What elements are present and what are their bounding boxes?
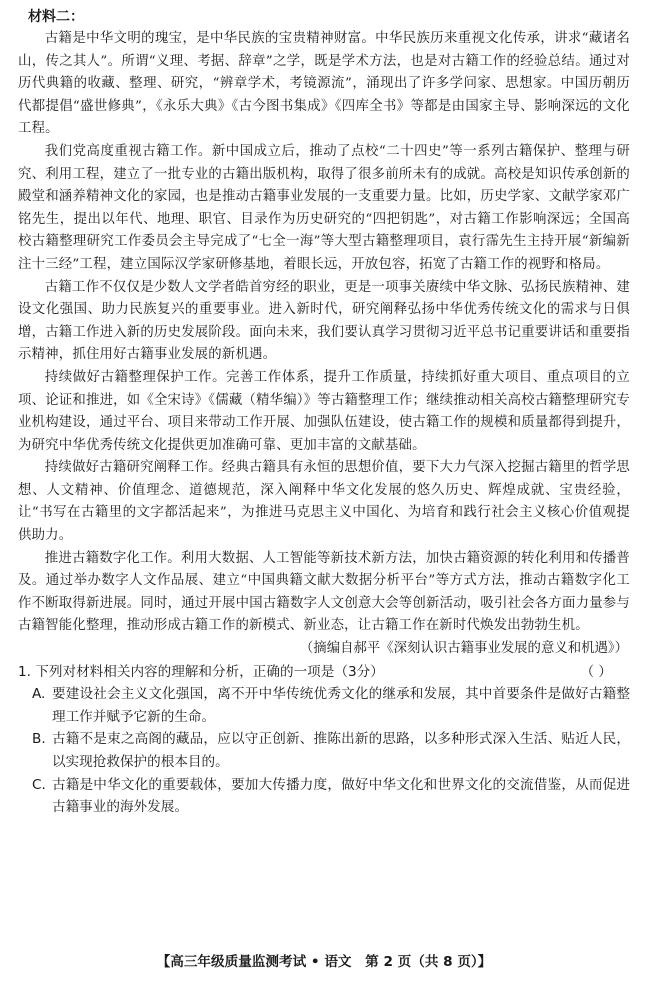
paragraph: 古籍是中华文明的瑰宝，是中华民族的宝贵精神财富。中华民族历来重视文化传承，讲求“藏诸名山，传之其人”。所谓“义理、考据、辞章”之学，既是学术方法，也是对古籍工作的经验总结。通过对历代典籍的收藏、整理、研究，“辨章学术，考镜源流”，涌现出了许多学问家、思想家。中国历朝历代都提倡“盛世修典”，《永乐大典》《古今图书集成》《四库全书》等都是由国家主导、影响深远的文化工程。 [18, 31, 630, 137]
option-a [32, 683, 630, 728]
answer-blank: （ ） [580, 663, 612, 680]
paragraph: 古籍工作不仅仅是少数人文学者皓首穷经的职业，更是一项事关赓续中华文脉、弘扬民族精神、建设文化强国、助力民族复兴的重要事业。进入新时代，研究阐释弘扬中华优秀传统文化的需求与日俱增，古籍工作进入新的历史发展阶段。面向未来，我们要认真学习贯彻习近平总书记重要讲话和重要指示精神，抓住用好古籍事业发展的新机遇。 [18, 279, 630, 363]
paragraph: 推进古籍数字化工作。利用大数据、人工智能等新技术新方法，加快古籍资源的转化利用和传播普及。通过举办数字人文作品展、建立“中国典籍文献大数据分析平台”等方式方法，推动古籍数字化工作不断取得新进展。同时，通过开展中国古籍数字人文创意大会等创新活动，吸引社会各方面力量参与古籍智能化整理，推动形成古籍工作的新模式、新业态，让古籍工作在新时代焕发出勃勃生机。 [18, 550, 630, 634]
question-text: 1. 下列对材料相关内容的理解和分析，正确的一项是（3分） [18, 663, 384, 680]
source-citation: （摘编自郝平《深刻认识古籍事业发展的意义和机遇》） [299, 641, 628, 657]
option-text: 要建设社会主义文化强国，离不开中华传统优秀文化的继承和发展，其中首要条件是做好古籍整理工作并赋予它新的生命。 [52, 686, 630, 725]
paragraph: 持续做好古籍研究阐释工作。经典古籍具有永恒的思想价值，要下大力气深入挖掘古籍里的哲学思想、人文精神、价值理念、道德规范，深入阐释中华文化发展的悠久历史、辉煌成就、宝贵经验，让“书写在古籍里的文字都活起来”，为推进马克思主义中国化、为培育和践行社会主义核心价值观提供助力。 [18, 460, 630, 544]
option-text: 古籍不是束之高阁的藏品，应以守正创新、推陈出新的思路，以多种形式深入生活、贴近人民，以实现抢救保护的根本目的。 [52, 731, 630, 770]
option-text: 古籍是中华文化的重要载体，要加大传播力度，做好中华文化和世界文化的交流借鉴，从而促进古籍事业的海外发展。 [52, 776, 630, 816]
page-footer: 【高三年级质量监测考试 • 语文 第 2 页（共 8 页）】 [156, 954, 492, 970]
paragraph: 我们党高度重视古籍工作。新中国成立后，推动了点校“二十四史”等一系列古籍保护、整理与研究、利用工程，建立了一批专业的古籍出版机构，取得了很多前所未有的成就。高校是知识传承创新的殿堂和涵养精神文化的家园，也是推动古籍事业发展的一支重要力量。比如，历史学家、文献学家邓广铭先生，提出以年代、地理、职官、目录作为历史研究的“四把钥匙”，对古籍工作影响深远；全国高校古籍整理研究工作委员会主导完成了“七全一海”等大型古籍整理项目，袁行霈先生主持开展“新编新注十三经”工程，建立国际汉学家研修基地，着眼长远，开放包容，拓宽了古籍工作的视野和格局。 [18, 143, 630, 272]
option-b [32, 728, 630, 773]
section-heading: 材料二： [28, 9, 84, 25]
option-letter: A. [32, 686, 46, 703]
paragraph: 持续做好古籍整理保护工作。完善工作体系，提升工作质量，持续抓好重大项目、重点项目的立项、论证和推进，如《全宋诗》《儒藏（精华编）》等古籍整理工作；继续推动相关高校古籍整理研究专业机构建设，通过平台、项目来带动工作开展、加强队伍建设，使古籍工作的规模和质量都得到提升，为研究中华优秀传统文化提供更加准确可靠、更加丰富的文献基础。 [18, 369, 630, 453]
option-letter: C. [32, 776, 46, 793]
option-letter: B. [32, 731, 46, 748]
question-stem [18, 661, 630, 684]
option-c [32, 774, 630, 819]
